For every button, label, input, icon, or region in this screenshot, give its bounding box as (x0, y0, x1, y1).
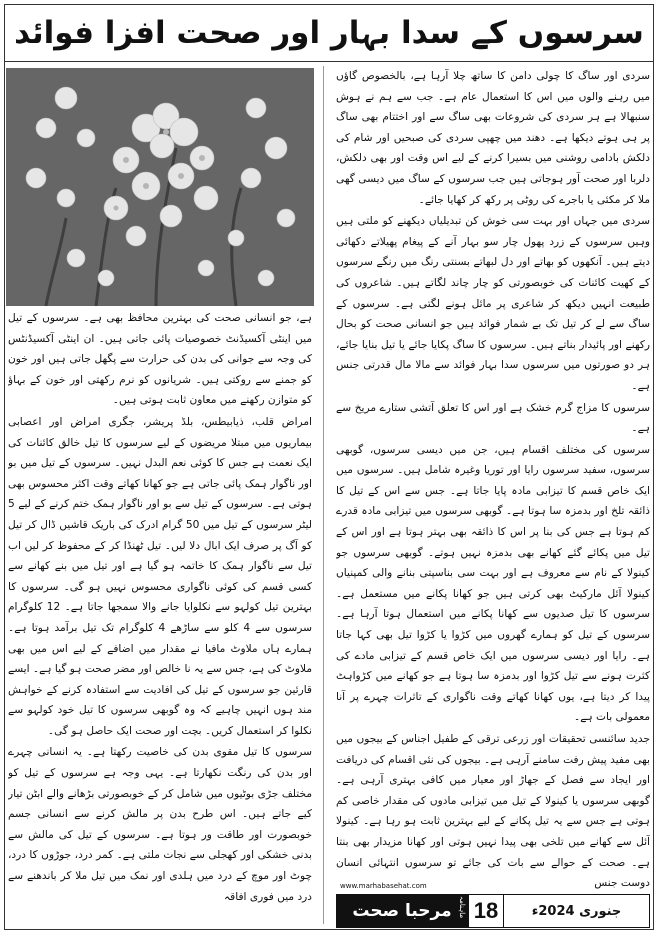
monthly-label: ماہنامہ (458, 896, 466, 919)
paragraph-8: سرسوں کا تیل مقوی بدن کی خاصیت رکھتا ہے۔ یہ انسانی چہرے اور بدن کی رنگت نکھارتا ہے۔ یہی وجہ ہے سرسوں کے تیل کو مختلف جڑی بوٹیوں میں شامل کر کے خوبصورتی بڑھانے والے ابٹن تیار کیے جاتے ہیں۔ اس طرح بدن پر مالش کرنے سے انسانی جسم خوبصورت اور طاقت ور ہوتا ہے۔ سرسوں کے تیل کی مالش سے بدنی خشکی اور کھجلی سے نجات ملتی ہے۔ کمر درد، جوڑوں کا درد، چوٹ اور موچ کے درد میں ہلدی اور نمک میں تیل ملا کر باندھنے سے درد میں فوری افاقہ (8, 746, 312, 903)
mustard-flowers-photo (6, 68, 314, 306)
issue-date: جنوری 2024ء (504, 894, 650, 928)
magazine-brand (336, 882, 468, 928)
article-column-left (8, 308, 312, 918)
paragraph-2: سردی میں جہاں اور بہت سی خوش کن تبدیلیاں دیکھنے کو ملتی ہیں وہیں سرسوں کے زرد پھول چار سو بہار آنے کے پیغام پھیلاتے دکھائی دیتے ہیں۔ آنکھوں کو بھاتے اور دل لبھاتے بسنتی رنگ میں رنگے سرسوں کے کھیت کائنات کی خوبصورتی کو چار چاند لگاتے ہیں۔ شاعروں کی طبیعت انہیں دیکھ کر شاعری پر مائل ہونے لگتی ہے۔ سرسوں کے ساگ سے لے کر تیل تک بے شمار فوائد ہیں جو انسانی صحت کو بحال رکھنے اور پائیدار بناتے ہیں۔ سرسوں کا ساگ پکایا جائے یا تیل بنایا جائے، ہر دو صورتوں میں سرسوں سدا بہار فوائد سے مالا مال قدرتی جنس ہے۔ (336, 215, 650, 392)
mustard-flowers-illustration (6, 68, 314, 306)
paragraph-4: سرسوں کی مختلف اقسام ہیں، جن میں دیسی سرسوں، گوبھی سرسوں، سفید سرسوں رایا اور توریا وغیرہ شامل ہیں۔ سرسوں میں ایک خاص قسم کا تیزابی مادہ پایا جاتا ہے۔ جس سے اس کے تیل کا ذائقہ تلخ اور بدمزہ سا ہوتا ہے۔ گوبھی سرسوں میں تیزابی مادہ قدرے کم ہوتا ہے جس کی بنا پر اس کا ذائقہ بھی بہتر ہوتا ہے اور اس کے تیل میں پکائے گئے کھانے بھی بدمزہ نہیں ہوتے۔ گوبھی سرسوں جو کینولا کے نام سے معروف ہے اور بہت سی بناسپتی بنانے والی کمپنیاں کینولا آئل مارکیٹ بھی کرتی ہیں جو کھانا پکانے میں مستعمل ہے۔ سرسوں کا تیل صدیوں سے کھانا پکانے میں استعمال ہوتا آرہا ہے۔ سرسوں کے تیل کو ہمارے گھروں میں کڑوا یا کڑوا تیل بھی کہا جاتا ہے۔ رایا اور دیسی سرسوں میں ایک خاص قسم کے تیزابی مادے کی کثرت ہونے سے تیل کڑوا اور بدمزہ سا ہوتا ہے جو کھانے میں کڑواہٹ پیدا کر دیتا ہے، یوں کھانا کھاتے وقت ناگواری کے تاثرات چہرے پر آنا معمولی بات ہے۔ (336, 443, 650, 724)
paragraph-3: سرسوں کا مزاج گرم خشک ہے اور اس کا تعلق آتشی ستارے مریخ سے ہے۔ (336, 401, 650, 435)
article-column-right (336, 66, 650, 904)
article-title: سرسوں کے سدا بہار اور صحت افزا فوائد (14, 14, 644, 51)
website-url: www.marhabasehat.com (340, 882, 427, 890)
paragraph-7: امراض قلب، ذیابیطس، بلڈ پریشر، جگری امراض اور اعصابی بیماریوں میں مبتلا مریضوں کے لیے سرسوں کا تیل خالق کائنات کی ایک نعمت ہے جس کا کوئی نعم البدل نہیں۔ سرسوں کے تیل میں بو اور ناگوار ہمک پائی جاتی ہے جو کھانا کھاتے وقت اکثر محسوس بھی ہوتی ہے۔ سرسوں کے تیل سے بو اور ناگوار ہمک ختم کرنے کے لیے 5 لیٹر سرسوں کے تیل میں 50 گرام ادرک کی باریک قاشیں ڈال کر تیل کو آگ پر صرف ایک ابال دلا لیں۔ تیل ٹھنڈا کر کے محفوظ کر لیں اب تیل سے ناگوار ہمک کا خاتمہ ہو گیا ہے اور تیل میں بنے کھانے سے کسی قسم کی کوئی ناگواری محسوس نہیں ہو گی۔ سرسوں کا بہترین تیل کولہو سے نکلوایا جانے والا سمجھا جاتا ہے۔ 12 کلوگرام سرسوں سے 4 کلو سے ساڑھے 4 کلوگرام تک تیل برآمد ہوتا ہے۔ ہمارے ہاں ملاوٹ مافیا نے مقدار میں اضافے کے لیے اس میں بھی ملاوٹ کی ہے، جس سے یہ نا خالص اور مضر صحت ہو گیا ہے۔ ایسے قارئین جو سرسوں کے تیل کی افادیت سے استفادہ کرنے کے خواہش مند ہوں انہیں چاہیے کہ وہ گوبھی سرسوں کا تیل خود کولہو سے نکلوا کر استعمال کریں۔ بچت اور صحت ایک حاصل ہو گی۔ (8, 415, 312, 737)
paragraph-5: جدید سائنسی تحقیقات اور زرعی ترقی کے طفیل اجناس کے بیجوں میں بھی مفید پیش رفت سامنے آرہی ہے۔ بیجوں کی نئی اقسام کی دریافت اور ایجاد سے فصل کے جھاڑ اور معیار میں کافی بہتری آرہی ہے۔ گوبھی سرسوں یا کینولا کے تیل میں تیزابی مادوں کی مقدار خاصی کم ہوتی ہے جس سے یہ تیل پکانے کے لیے بہترین ثابت ہو رہا ہے۔ کینولا آئل سے کھانے میں تلخی بھی پیدا نہیں ہوتی اور کھانا مزیدار بھی بنتا ہے۔ صحت کے حوالے سے بات کی جائے تو سرسوں انتہائی انسان دوست جنس (336, 733, 650, 890)
paragraph-1: سردی اور ساگ کا چولی دامن کا ساتھ چلا آرہا ہے، بالخصوص گاؤں میں رہنے والوں میں اس کا استعمال عام ہے۔ جب سے ہم نے ہوش سنبھالا ہے ہر سردی کی شروعات بھی ساگ سے اور اختتام بھی ساگ پر ہی ہوتے دیکھا ہے۔ دھند میں چھپی سردی کی صبحیں اور شام کی دلکش بادامی روشنی میں بسیرا کرنے کے لیے اس وقت اور بھی دلکش، دلربا اور صحت آور ہوجاتی ہیں جب سرسوں کے ساگ میں دیسی گھی ملا کر مکئی یا باجرے کی روٹی پر رکھ کر کھایا جائے۔ (336, 70, 650, 206)
article-header (4, 4, 654, 62)
paragraph-6: ہے، جو انسانی صحت کی بہترین محافظ بھی ہے۔ سرسوں کے تیل میں اینٹی آکسیڈنٹ خصوصیات پائی جاتی ہیں۔ ان اینٹی آکسیڈنٹس کی وجہ سے جوانی کی بدن کی حرارت سے پگھل جاتی ہیں اور خون کو جمنے سے روکتی ہیں۔ شریانوں کو نرم رکھتی اور خون کے بہاؤ کو متوازن رکھنے میں معاون ثابت ہوتی ہیں۔ (8, 312, 312, 407)
page-number: 18 (468, 894, 504, 928)
page-footer (336, 882, 650, 928)
column-divider (323, 66, 324, 924)
magazine-name: مرحبا صحت (352, 901, 452, 921)
